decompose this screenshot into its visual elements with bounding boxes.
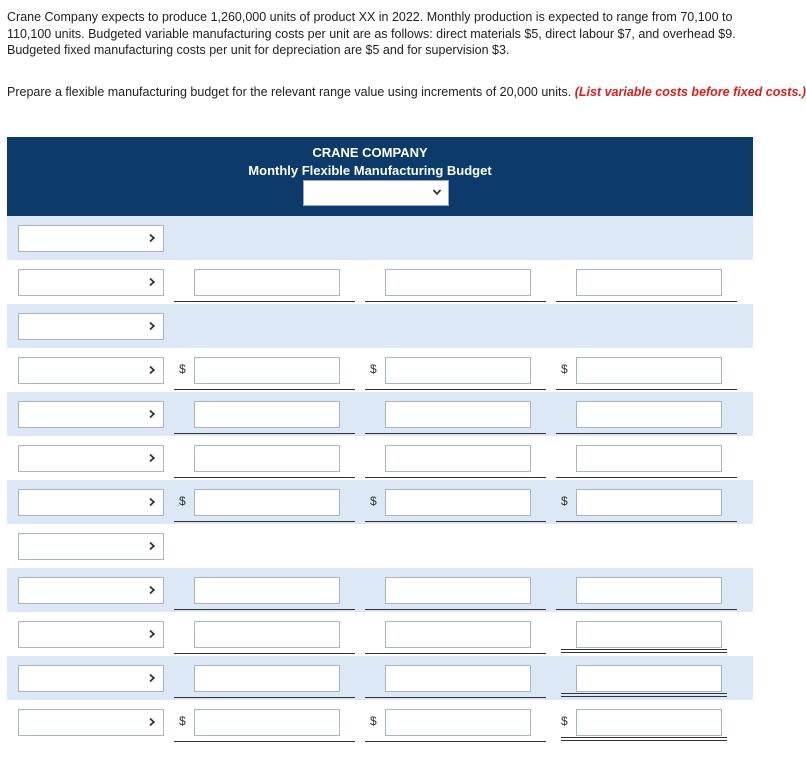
amount-input-col-1[interactable] <box>194 401 340 428</box>
line-item-select[interactable] <box>18 709 164 736</box>
amount-input-col-3[interactable] <box>576 269 722 296</box>
underline <box>365 301 546 302</box>
dollar-sign: $ <box>561 362 568 376</box>
dollar-sign: $ <box>179 494 186 508</box>
amount-input-col-2[interactable] <box>385 577 531 604</box>
line-item-select[interactable] <box>18 489 164 516</box>
line-item-select[interactable] <box>18 533 164 560</box>
company-name: CRANE COMPANY <box>312 145 428 160</box>
amount-input-col-1[interactable] <box>194 709 340 736</box>
budget-row-7 <box>7 480 753 524</box>
underline <box>174 609 355 610</box>
amount-input-col-3[interactable] <box>576 621 722 648</box>
amount-input-col-1[interactable] <box>194 357 340 384</box>
double-underline <box>561 693 727 697</box>
line-item-select[interactable] <box>18 357 164 384</box>
dollar-sign: $ <box>179 714 186 728</box>
dollar-sign: $ <box>370 362 377 376</box>
line-item-select[interactable] <box>18 269 164 296</box>
amount-input-col-2[interactable] <box>385 489 531 516</box>
chevron-down-icon <box>147 277 157 287</box>
underline <box>365 433 546 434</box>
chevron-down-icon <box>147 453 157 463</box>
dollar-sign: $ <box>561 714 568 728</box>
budget-row-8 <box>7 524 753 568</box>
budget-row-6 <box>7 436 753 480</box>
amount-input-col-2[interactable] <box>385 621 531 648</box>
underline <box>174 741 355 742</box>
underline <box>556 389 737 390</box>
amount-input-col-2[interactable] <box>385 269 531 296</box>
chevron-down-icon <box>147 365 157 375</box>
amount-input-col-1[interactable] <box>194 577 340 604</box>
problem-line-1: Crane Company expects to produce 1,260,000 units of product XX in 2022. Monthly production is expected to range from 70,100 to <box>7 10 733 24</box>
amount-input-col-3[interactable] <box>576 577 722 604</box>
underline <box>556 609 737 610</box>
instruction-text: Prepare a flexible manufacturing budget for the relevant range value using increments of 20,000 units. <box>7 85 572 99</box>
chevron-down-icon <box>147 585 157 595</box>
underline <box>174 653 355 654</box>
amount-input-col-2[interactable] <box>385 401 531 428</box>
dollar-sign: $ <box>179 362 186 376</box>
underline <box>556 433 737 434</box>
underline <box>174 521 355 522</box>
problem-line-2: 110,100 units. Budgeted variable manufacturing costs per unit are as follows: direct materials $5, direct labour $7, and overhead $9. <box>7 26 736 41</box>
problem-line-3: Budgeted fixed manufacturing costs per unit for depreciation are $5 and for supervision $3. <box>7 43 510 57</box>
amount-input-col-1[interactable] <box>194 489 340 516</box>
budget-row-10 <box>7 612 753 656</box>
amount-input-col-3[interactable] <box>576 489 722 516</box>
amount-input-col-1[interactable] <box>194 269 340 296</box>
line-item-select[interactable] <box>18 665 164 692</box>
amount-input-col-3[interactable] <box>576 665 722 692</box>
line-item-select[interactable] <box>18 225 164 252</box>
underline <box>365 477 546 478</box>
underline <box>556 477 737 478</box>
budget-row-9 <box>7 568 753 612</box>
underline <box>174 301 355 302</box>
line-item-select[interactable] <box>18 313 164 340</box>
double-underline <box>561 649 727 653</box>
amount-input-col-2[interactable] <box>385 357 531 384</box>
budget-title: Monthly Flexible Manufacturing Budget <box>248 163 492 178</box>
line-item-select[interactable] <box>18 577 164 604</box>
amount-input-col-1[interactable] <box>194 621 340 648</box>
double-underline <box>561 737 727 741</box>
underline <box>174 433 355 434</box>
amount-input-col-3[interactable] <box>576 709 722 736</box>
underline <box>365 741 546 742</box>
underline <box>556 301 737 302</box>
period-select[interactable] <box>303 180 449 206</box>
amount-input-col-2[interactable] <box>385 709 531 736</box>
underline <box>365 609 546 610</box>
underline <box>365 697 546 698</box>
line-item-select[interactable] <box>18 445 164 472</box>
chevron-down-icon <box>147 673 157 683</box>
budget-row-4 <box>7 348 753 392</box>
problem-statement <box>7 9 753 59</box>
chevron-down-icon <box>147 629 157 639</box>
budget-row-11 <box>7 656 753 700</box>
amount-input-col-3[interactable] <box>576 357 722 384</box>
budget-row-3 <box>7 304 753 348</box>
budget-header <box>7 137 753 216</box>
underline <box>556 521 737 522</box>
line-item-select[interactable] <box>18 621 164 648</box>
chevron-down-icon <box>147 541 157 551</box>
amount-input-col-1[interactable] <box>194 445 340 472</box>
chevron-down-icon <box>147 497 157 507</box>
underline <box>365 389 546 390</box>
budget-row-5 <box>7 392 753 436</box>
chevron-down-icon <box>432 187 442 197</box>
amount-input-col-3[interactable] <box>576 401 722 428</box>
amount-input-col-3[interactable] <box>576 445 722 472</box>
dollar-sign: $ <box>561 494 568 508</box>
budget-row-1 <box>7 216 753 260</box>
chevron-down-icon <box>147 233 157 243</box>
dollar-sign: $ <box>370 494 377 508</box>
chevron-down-icon <box>147 717 157 727</box>
underline <box>174 697 355 698</box>
chevron-down-icon <box>147 321 157 331</box>
dollar-sign: $ <box>370 714 377 728</box>
underline <box>365 653 546 654</box>
amount-input-col-2[interactable] <box>385 445 531 472</box>
amount-input-col-2[interactable] <box>385 665 531 692</box>
line-item-select[interactable] <box>18 401 164 428</box>
amount-input-col-1[interactable] <box>194 665 340 692</box>
underline <box>174 477 355 478</box>
underline <box>174 389 355 390</box>
instruction-hint: (List variable costs before fixed costs.) <box>574 85 806 99</box>
chevron-down-icon <box>147 409 157 419</box>
underline <box>365 521 546 522</box>
budget-row-2 <box>7 260 753 304</box>
instructions <box>7 84 806 101</box>
budget-row-12 <box>7 700 753 744</box>
